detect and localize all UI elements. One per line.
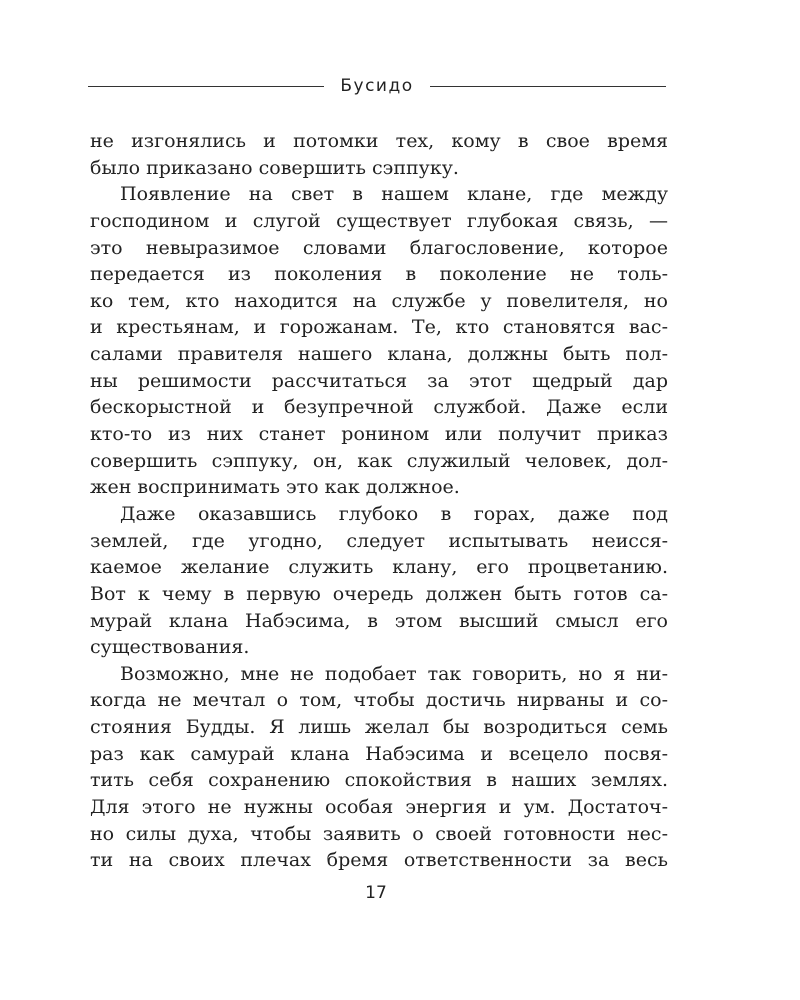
text-line: не изгонялись и потомки тех, кому в свое время <box>90 130 668 152</box>
text-line: жен воспринимать это как должное. <box>90 476 460 499</box>
text-line: ко тем, кто находится на службе у повелителя, но <box>90 289 668 312</box>
text-line: Возможно, мне не подобает так говорить, но я ни- <box>120 662 668 685</box>
running-header <box>88 74 666 98</box>
header-rule-left <box>88 86 324 87</box>
text-line: господином и слугой существует глубокая связь, — <box>90 209 668 232</box>
text-line: кто-то из них станет ронином или получит приказ <box>90 423 668 446</box>
text-line: было приказано совершить сэппуку. <box>90 156 459 179</box>
text-line: совершить сэппуку, он, как служилый человек, дол- <box>90 449 668 472</box>
text-line: Для этого не нужны особая энергия и ум. Достаточ- <box>90 796 668 819</box>
text-line: салами правителя нашего клана, должны быть пол- <box>90 343 668 366</box>
running-title: Бусидо <box>340 76 414 96</box>
text-line: землей, где угодно, следует испытывать неисся- <box>90 529 668 552</box>
body-text <box>90 128 668 874</box>
text-line: стояния Будды. Я лишь желал бы возродиться семь <box>90 716 668 739</box>
text-line: но силы духа, чтобы заявить о своей готовности нес- <box>90 822 668 845</box>
text-line: ны решимости рассчитаться за этот щедрый дар <box>90 369 668 392</box>
page-number: 17 <box>365 883 387 903</box>
text-line: и крестьянам, и горожанам. Те, кто становятся вас- <box>90 316 668 339</box>
text-line: существования. <box>90 636 250 659</box>
text-line: тить себя сохранению спокойствия в наших землях. <box>90 769 668 792</box>
text-line: Вот к чему в первую очередь должен быть готов са- <box>90 582 668 605</box>
header-rule-right <box>430 86 666 87</box>
text-line: Появление на свет в нашем клане, где между <box>120 183 668 206</box>
text-line: раз как самурай клана Набэсима и всецело посвя- <box>90 742 668 765</box>
text-line: это невыразимое словами благословение, которое <box>90 236 668 259</box>
text-line: когда не мечтал о том, чтобы достичь нирваны и со- <box>90 689 668 712</box>
text-line: передается из поколения в поколение не толь- <box>90 263 668 286</box>
text-line: бескорыстной и безупречной службой. Даже если <box>90 396 668 419</box>
text-line: мурай клана Набэсима, в этом высший смысл его <box>90 609 668 632</box>
text-line: Даже оказавшись глубоко в горах, даже под <box>120 502 668 525</box>
text-line: ти на своих плечах бремя ответственности за весь <box>90 849 668 872</box>
text-line: каемое желание служить клану, его процветанию. <box>90 556 668 579</box>
